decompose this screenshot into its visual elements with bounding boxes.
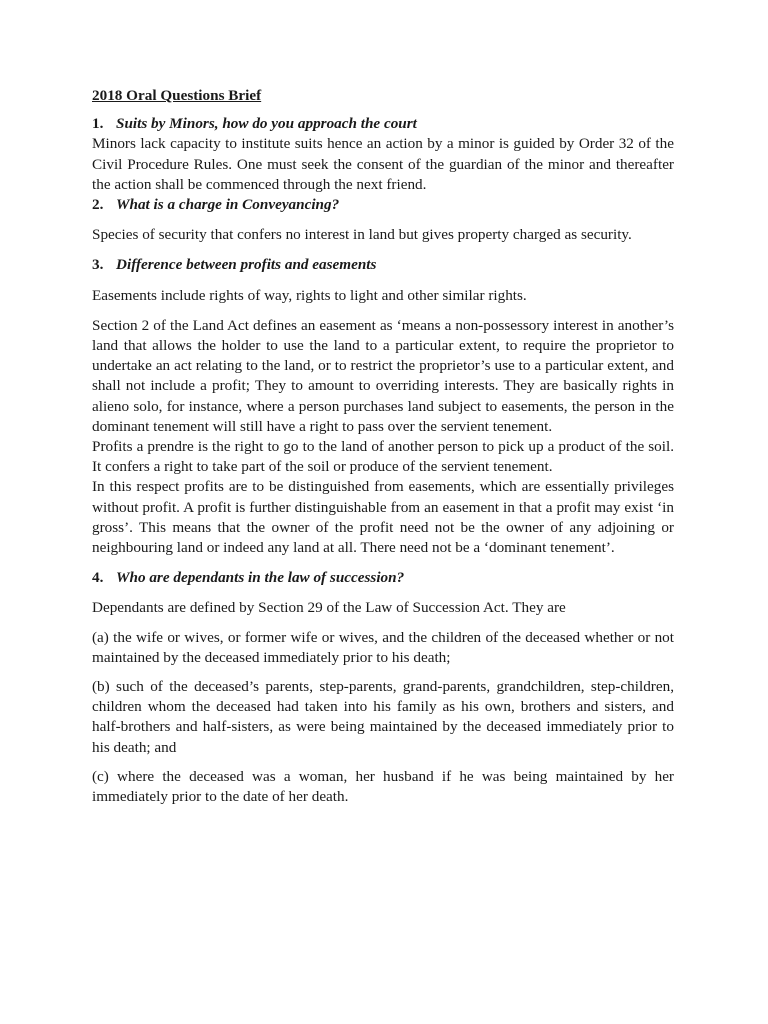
- answer-paragraph: Section 2 of the Land Act defines an easement as ‘means a non-possessory interest in another’s land that allows the holder to use the land to a particular extent, to require the proprietor to undertake an act relating to the land, or to restrict the proprietor’s use to a particular extent, and shall not include a profit; They to amount to overriding interests. They are basically rights in alieno solo, for instance, where a person purchases land subject to easements, the person in the dominant tenement will still have a right to pass over the servient tenement.: [92, 316, 674, 435]
- answer-paragraph: Easements include rights of way, rights to light and other similar rights.: [92, 286, 527, 304]
- question-number: 4.: [92, 569, 104, 587]
- question-text: Difference between profits and easements: [116, 256, 377, 274]
- document-title: 2018 Oral Questions Brief: [92, 87, 262, 104]
- question-3: [92, 255, 674, 275]
- question-text: What is a charge in Conveyancing?: [116, 196, 340, 214]
- question-2: [92, 195, 674, 215]
- question-1: [92, 114, 674, 134]
- question-4: [92, 568, 674, 588]
- question-number: 1.: [92, 115, 104, 133]
- document-body: [92, 86, 674, 807]
- question-number: 3.: [92, 256, 104, 274]
- answer-paragraph: Species of security that confers no interest in land but gives property charged as security.: [92, 226, 632, 244]
- answer-paragraph: Dependants are defined by Section 29 of the Law of Succession Act. They are: [92, 599, 566, 617]
- question-text: Who are dependants in the law of succession?: [116, 569, 405, 587]
- list-item-c: (c) where the deceased was a woman, her husband if he was being maintained by her immediately prior to the date of her death.: [92, 767, 674, 806]
- question-text: Suits by Minors, how do you approach the court: [116, 115, 417, 133]
- answer-paragraph: In this respect profits are to be distinguished from easements, which are essentially privileges without profit. A profit is further distinguishable from an easement in that a profit may exist ‘in gross’. This means that the owner of the profit need not be the owner of any adjoining or neighbouring land or indeed any land at all. There need not be a ‘dominant tenement’.: [92, 478, 674, 557]
- answer-paragraph: Minors lack capacity to institute suits hence an action by a minor is guided by Order 32 of the Civil Procedure Rules. One must seek the consent of the guardian of the minor and thereafter the action shall be commenced through the next friend.: [92, 135, 674, 193]
- question-number: 2.: [92, 196, 104, 214]
- list-item-a: (a) the wife or wives, or former wife or wives, and the children of the deceased whether or not maintained by the deceased immediately prior to his death;: [92, 628, 674, 666]
- answer-paragraph: Profits a prendre is the right to go to the land of another person to pick up a product of the soil. It confers a right to take part of the soil or produce of the servient tenement.: [92, 438, 674, 476]
- list-item-b: (b) such of the deceased’s parents, step-parents, grand-parents, grandchildren, step-children, children whom the deceased had taken into his family as his own, brothers and sisters, and half-brothers and half-sisters, as were being maintained by the deceased immediately prior to his death; and: [92, 678, 674, 756]
